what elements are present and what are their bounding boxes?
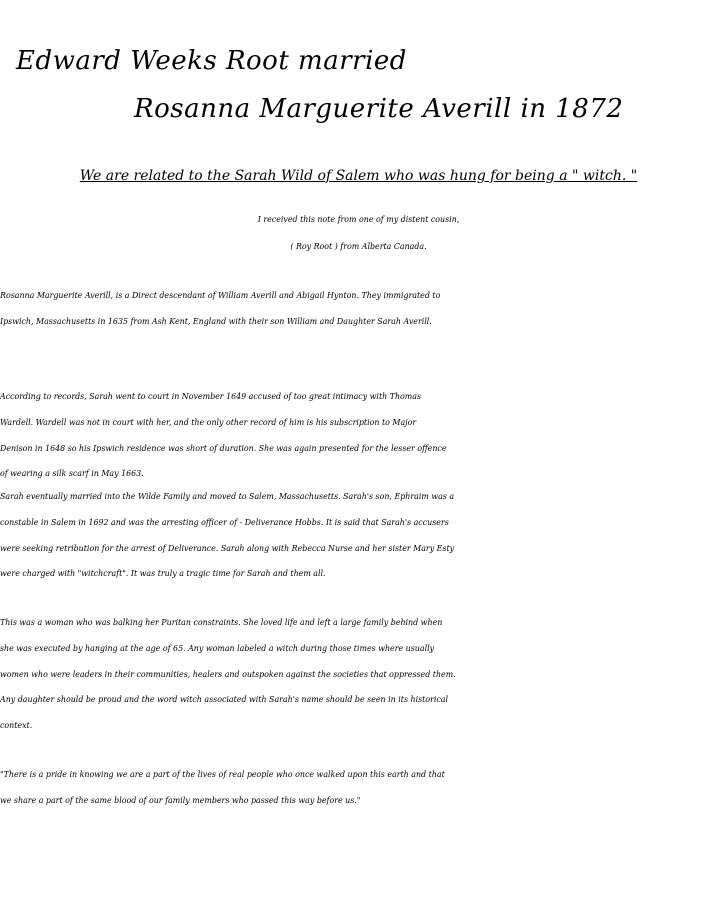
- paragraph-line: Rosanna Marguerite Averill, is a Direct descendant of William Averill and Abigail Hynton. They immigrated to: [0, 291, 441, 300]
- cousin-note-line-1: I received this note from one of my distent cousin,: [257, 215, 460, 224]
- paragraph-line: This was a woman who was balking her Puritan constraints. She loved life and left a large family behind when: [0, 618, 443, 627]
- paragraph-line: Any daughter should be proud and the word witch associated with Sarah's name should be seen in its historical: [0, 695, 449, 705]
- paragraph-ancestry: [0, 283, 717, 335]
- paragraph-line: we share a part of the same blood of our family members who passed this way before us.": [0, 795, 361, 805]
- paragraph-line: she was executed by hanging at the age of 65. Any woman labeled a witch during those times where usually: [0, 643, 435, 653]
- paragraph-line: context.: [0, 721, 33, 731]
- title-line-2: Rosanna Marguerite Averill in 1872: [134, 94, 624, 124]
- related-statement-text: We are related to the Sarah Wild of Salem who was hung for being a " witch. ": [79, 168, 638, 184]
- cousin-note-line-2: ( Roy Root ) from Alberta Canada.: [290, 242, 427, 251]
- paragraph-puritan: [0, 610, 717, 739]
- paragraph-line: Ipswich, Massachusetts in 1635 from Ash Kent, England with their son William and Daughter Sarah Averill.: [0, 316, 432, 326]
- paragraph-line: were charged with "witchcraft". It was truly a tragic time for Sarah and them all.: [0, 569, 326, 579]
- paragraph-line: women who were leaders in their communities, healers and outspoken against the societies that oppressed them.: [0, 669, 456, 679]
- paragraph-line: Wardell. Wardell was not in court with her, and the only other record of him is his subscription to Major: [0, 417, 417, 427]
- paragraph-line: of wearing a silk scarf in May 1663.: [0, 469, 144, 479]
- paragraph-quote: [0, 762, 717, 814]
- cousin-note: [0, 206, 717, 260]
- paragraph-line: constable in Salem in 1692 and was the arresting officer of - Deliverance Hobbs. It is said that Sarah's accusers: [0, 517, 449, 527]
- related-statement: [0, 168, 717, 184]
- paragraph-line: Sarah eventually married into the Wilde Family and moved to Salem, Massachusetts. Sarah's son, Ephraim was a: [0, 492, 455, 501]
- paragraph-line: "There is a pride in knowing we are a part of the lives of real people who once walked upon this earth and that: [0, 770, 445, 779]
- paragraph-line: According to records, Sarah went to court in November 1649 accused of too great intimacy with Thomas: [0, 392, 422, 401]
- paragraph-court-records: [0, 384, 717, 487]
- title-line-1: Edward Weeks Root married: [16, 46, 407, 76]
- paragraph-line: were seeking retribution for the arrest of Deliverance. Sarah along with Rebecca Nurse and her sister Mary Esty: [0, 543, 455, 553]
- paragraph-salem: [0, 484, 717, 587]
- paragraph-line: Denison in 1648 so his Ipswich residence was short of duration. She was again presented for the lesser offence: [0, 443, 447, 453]
